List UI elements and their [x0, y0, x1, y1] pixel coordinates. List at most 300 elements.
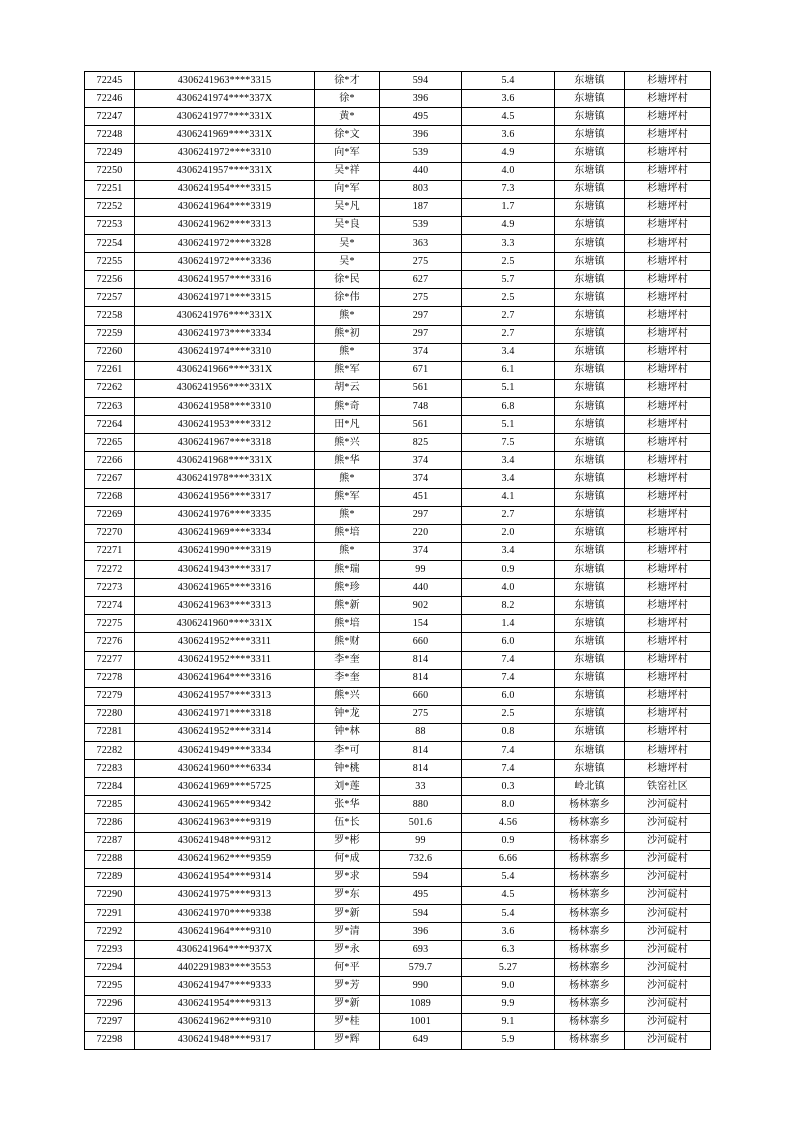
- table-row: [85, 379, 711, 397]
- cell-serial: 72259: [85, 325, 135, 343]
- table-row: [85, 524, 711, 542]
- cell-name: 向*军: [315, 180, 380, 198]
- cell-town: 东塘镇: [555, 687, 625, 705]
- cell-serial: 72264: [85, 416, 135, 434]
- cell-village: 杉塘坪村: [625, 271, 711, 289]
- cell-area: 0.9: [462, 560, 555, 578]
- cell-name: 徐*伟: [315, 289, 380, 307]
- cell-village: 沙河碇村: [625, 886, 711, 904]
- cell-town: 杨林寨乡: [555, 905, 625, 923]
- cell-town: 东塘镇: [555, 579, 625, 597]
- cell-amount: 539: [380, 144, 462, 162]
- cell-serial: 72283: [85, 760, 135, 778]
- cell-town: 东塘镇: [555, 216, 625, 234]
- cell-area: 0.3: [462, 778, 555, 796]
- cell-area: 3.3: [462, 234, 555, 252]
- cell-area: 6.66: [462, 850, 555, 868]
- cell-id-number: 4306241962****3313: [135, 216, 315, 234]
- table-row: [85, 597, 711, 615]
- cell-amount: 660: [380, 633, 462, 651]
- cell-name: 熊*: [315, 307, 380, 325]
- cell-village: 杉塘坪村: [625, 216, 711, 234]
- cell-name: 罗*清: [315, 923, 380, 941]
- cell-village: 杉塘坪村: [625, 579, 711, 597]
- cell-name: 吴*: [315, 234, 380, 252]
- cell-amount: 374: [380, 542, 462, 560]
- cell-area: 7.3: [462, 180, 555, 198]
- table-row: [85, 434, 711, 452]
- cell-name: 罗*彬: [315, 832, 380, 850]
- table-row: [85, 1013, 711, 1031]
- cell-id-number: 4306241948****9317: [135, 1031, 315, 1049]
- cell-serial: 72285: [85, 796, 135, 814]
- table-row: [85, 361, 711, 379]
- table-row: [85, 977, 711, 995]
- cell-area: 3.6: [462, 923, 555, 941]
- cell-village: 铁窑社区: [625, 778, 711, 796]
- cell-town: 东塘镇: [555, 90, 625, 108]
- cell-amount: 495: [380, 108, 462, 126]
- cell-area: 5.9: [462, 1031, 555, 1049]
- cell-village: 杉塘坪村: [625, 379, 711, 397]
- cell-id-number: 4306241963****3315: [135, 72, 315, 90]
- cell-serial: 72247: [85, 108, 135, 126]
- cell-village: 杉塘坪村: [625, 488, 711, 506]
- cell-name: 李*奎: [315, 651, 380, 669]
- cell-amount: 1001: [380, 1013, 462, 1031]
- table-row: [85, 633, 711, 651]
- cell-town: 东塘镇: [555, 253, 625, 271]
- cell-town: 杨林寨乡: [555, 796, 625, 814]
- cell-area: 1.7: [462, 198, 555, 216]
- cell-name: 罗*新: [315, 905, 380, 923]
- cell-town: 东塘镇: [555, 651, 625, 669]
- cell-village: 杉塘坪村: [625, 307, 711, 325]
- cell-area: 5.4: [462, 905, 555, 923]
- cell-amount: 374: [380, 452, 462, 470]
- cell-town: 东塘镇: [555, 760, 625, 778]
- cell-area: 5.4: [462, 868, 555, 886]
- records-table: [84, 71, 711, 1050]
- cell-serial: 72249: [85, 144, 135, 162]
- cell-village: 杉塘坪村: [625, 397, 711, 415]
- table-row: [85, 397, 711, 415]
- cell-village: 杉塘坪村: [625, 234, 711, 252]
- cell-amount: 803: [380, 180, 462, 198]
- cell-id-number: 4306241964****3319: [135, 198, 315, 216]
- cell-village: 沙河碇村: [625, 959, 711, 977]
- cell-amount: 990: [380, 977, 462, 995]
- cell-town: 东塘镇: [555, 524, 625, 542]
- table-row: [85, 271, 711, 289]
- cell-amount: 693: [380, 941, 462, 959]
- cell-name: 熊*培: [315, 615, 380, 633]
- cell-village: 杉塘坪村: [625, 198, 711, 216]
- cell-id-number: 4306241971****3318: [135, 705, 315, 723]
- cell-id-number: 4306241974****3310: [135, 343, 315, 361]
- cell-name: 熊*: [315, 506, 380, 524]
- cell-serial: 72293: [85, 941, 135, 959]
- table-row: [85, 615, 711, 633]
- table-row: [85, 832, 711, 850]
- cell-amount: 99: [380, 560, 462, 578]
- cell-area: 4.0: [462, 162, 555, 180]
- cell-town: 东塘镇: [555, 506, 625, 524]
- table-row: [85, 144, 711, 162]
- cell-town: 杨林寨乡: [555, 886, 625, 904]
- cell-town: 东塘镇: [555, 723, 625, 741]
- cell-serial: 72292: [85, 923, 135, 941]
- cell-area: 3.4: [462, 452, 555, 470]
- cell-village: 杉塘坪村: [625, 144, 711, 162]
- cell-village: 杉塘坪村: [625, 560, 711, 578]
- table-row: [85, 868, 711, 886]
- cell-village: 沙河碇村: [625, 832, 711, 850]
- cell-village: 杉塘坪村: [625, 343, 711, 361]
- cell-serial: 72270: [85, 524, 135, 542]
- cell-amount: 579.7: [380, 959, 462, 977]
- cell-village: 沙河碇村: [625, 923, 711, 941]
- cell-amount: 440: [380, 162, 462, 180]
- cell-area: 2.7: [462, 325, 555, 343]
- cell-amount: 627: [380, 271, 462, 289]
- table-row: [85, 723, 711, 741]
- cell-id-number: 4306241954****9313: [135, 995, 315, 1013]
- cell-area: 0.8: [462, 723, 555, 741]
- cell-serial: 72280: [85, 705, 135, 723]
- cell-id-number: 4306241978****331X: [135, 470, 315, 488]
- table-row: [85, 253, 711, 271]
- cell-amount: 297: [380, 307, 462, 325]
- cell-id-number: 4306241960****6334: [135, 760, 315, 778]
- cell-town: 东塘镇: [555, 397, 625, 415]
- cell-area: 2.5: [462, 253, 555, 271]
- cell-id-number: 4306241966****331X: [135, 361, 315, 379]
- cell-name: 伍*长: [315, 814, 380, 832]
- cell-village: 杉塘坪村: [625, 669, 711, 687]
- cell-amount: 33: [380, 778, 462, 796]
- cell-name: 李*奎: [315, 669, 380, 687]
- cell-area: 7.5: [462, 434, 555, 452]
- cell-amount: 825: [380, 434, 462, 452]
- cell-amount: 99: [380, 832, 462, 850]
- cell-village: 杉塘坪村: [625, 651, 711, 669]
- cell-area: 6.3: [462, 941, 555, 959]
- cell-id-number: 4306241965****9342: [135, 796, 315, 814]
- cell-area: 8.0: [462, 796, 555, 814]
- table-row: [85, 760, 711, 778]
- cell-village: 杉塘坪村: [625, 162, 711, 180]
- cell-amount: 660: [380, 687, 462, 705]
- cell-amount: 374: [380, 470, 462, 488]
- cell-amount: 396: [380, 126, 462, 144]
- table-row: [85, 488, 711, 506]
- cell-serial: 72271: [85, 542, 135, 560]
- cell-name: 田*凡: [315, 416, 380, 434]
- cell-amount: 594: [380, 868, 462, 886]
- cell-village: 杉塘坪村: [625, 289, 711, 307]
- cell-id-number: 4306241952****3311: [135, 633, 315, 651]
- cell-area: 5.1: [462, 379, 555, 397]
- cell-id-number: 4306241976****3335: [135, 506, 315, 524]
- cell-area: 2.7: [462, 506, 555, 524]
- cell-area: 4.5: [462, 108, 555, 126]
- cell-town: 杨林寨乡: [555, 868, 625, 886]
- cell-town: 东塘镇: [555, 669, 625, 687]
- cell-town: 东塘镇: [555, 470, 625, 488]
- table-row: [85, 180, 711, 198]
- table-row: [85, 325, 711, 343]
- cell-name: 熊*兴: [315, 434, 380, 452]
- table-row: [85, 542, 711, 560]
- table-row: [85, 162, 711, 180]
- cell-town: 东塘镇: [555, 271, 625, 289]
- table-row: [85, 995, 711, 1013]
- cell-name: 刘*莲: [315, 778, 380, 796]
- cell-serial: 72269: [85, 506, 135, 524]
- table-row: [85, 850, 711, 868]
- cell-serial: 72257: [85, 289, 135, 307]
- cell-serial: 72278: [85, 669, 135, 687]
- cell-area: 7.4: [462, 669, 555, 687]
- cell-id-number: 4306241947****9333: [135, 977, 315, 995]
- cell-id-number: 4402291983****3553: [135, 959, 315, 977]
- cell-amount: 396: [380, 90, 462, 108]
- table-row: [85, 198, 711, 216]
- cell-serial: 72296: [85, 995, 135, 1013]
- cell-area: 5.4: [462, 72, 555, 90]
- table-row: [85, 416, 711, 434]
- table-row: [85, 941, 711, 959]
- cell-town: 杨林寨乡: [555, 1013, 625, 1031]
- cell-name: 黄*: [315, 108, 380, 126]
- cell-town: 东塘镇: [555, 361, 625, 379]
- cell-area: 6.0: [462, 633, 555, 651]
- cell-town: 东塘镇: [555, 615, 625, 633]
- cell-id-number: 4306241948****9312: [135, 832, 315, 850]
- cell-area: 9.9: [462, 995, 555, 1013]
- cell-area: 3.6: [462, 90, 555, 108]
- cell-id-number: 4306241964****3316: [135, 669, 315, 687]
- cell-village: 沙河碇村: [625, 814, 711, 832]
- cell-id-number: 4306241971****3315: [135, 289, 315, 307]
- cell-name: 徐*才: [315, 72, 380, 90]
- cell-name: 熊*珍: [315, 579, 380, 597]
- cell-area: 5.7: [462, 271, 555, 289]
- cell-name: 徐*: [315, 90, 380, 108]
- cell-name: 熊*: [315, 542, 380, 560]
- table-row: [85, 126, 711, 144]
- cell-id-number: 4306241954****9314: [135, 868, 315, 886]
- cell-amount: 1089: [380, 995, 462, 1013]
- cell-id-number: 4306241956****331X: [135, 379, 315, 397]
- cell-name: 熊*: [315, 343, 380, 361]
- cell-area: 4.1: [462, 488, 555, 506]
- cell-serial: 72287: [85, 832, 135, 850]
- cell-name: 罗*新: [315, 995, 380, 1013]
- cell-id-number: 4306241954****3315: [135, 180, 315, 198]
- cell-name: 罗*芳: [315, 977, 380, 995]
- cell-amount: 539: [380, 216, 462, 234]
- cell-serial: 72251: [85, 180, 135, 198]
- cell-serial: 72281: [85, 723, 135, 741]
- cell-amount: 594: [380, 905, 462, 923]
- cell-id-number: 4306241957****3316: [135, 271, 315, 289]
- cell-serial: 72298: [85, 1031, 135, 1049]
- cell-village: 沙河碇村: [625, 850, 711, 868]
- cell-town: 东塘镇: [555, 289, 625, 307]
- cell-id-number: 4306241972****3328: [135, 234, 315, 252]
- cell-serial: 72274: [85, 597, 135, 615]
- cell-name: 向*军: [315, 144, 380, 162]
- table-row: [85, 216, 711, 234]
- cell-id-number: 4306241977****331X: [135, 108, 315, 126]
- cell-name: 吴*: [315, 253, 380, 271]
- cell-town: 东塘镇: [555, 108, 625, 126]
- cell-name: 罗*辉: [315, 1031, 380, 1049]
- cell-town: 东塘镇: [555, 162, 625, 180]
- cell-town: 杨林寨乡: [555, 995, 625, 1013]
- cell-town: 东塘镇: [555, 705, 625, 723]
- cell-village: 杉塘坪村: [625, 416, 711, 434]
- cell-village: 杉塘坪村: [625, 506, 711, 524]
- cell-name: 罗*桂: [315, 1013, 380, 1031]
- table-row: [85, 560, 711, 578]
- cell-name: 钟*龙: [315, 705, 380, 723]
- cell-amount: 275: [380, 253, 462, 271]
- table-row: [85, 669, 711, 687]
- cell-village: 沙河碇村: [625, 995, 711, 1013]
- cell-town: 东塘镇: [555, 597, 625, 615]
- table-row: [85, 90, 711, 108]
- cell-town: 东塘镇: [555, 325, 625, 343]
- cell-name: 徐*文: [315, 126, 380, 144]
- cell-town: 东塘镇: [555, 180, 625, 198]
- cell-town: 杨林寨乡: [555, 850, 625, 868]
- cell-serial: 72288: [85, 850, 135, 868]
- cell-serial: 72284: [85, 778, 135, 796]
- cell-serial: 72254: [85, 234, 135, 252]
- cell-area: 4.5: [462, 886, 555, 904]
- cell-id-number: 4306241990****3319: [135, 542, 315, 560]
- cell-serial: 72295: [85, 977, 135, 995]
- cell-amount: 561: [380, 416, 462, 434]
- cell-serial: 72253: [85, 216, 135, 234]
- cell-amount: 748: [380, 397, 462, 415]
- table-row: [85, 778, 711, 796]
- cell-area: 1.4: [462, 615, 555, 633]
- cell-amount: 297: [380, 506, 462, 524]
- cell-town: 东塘镇: [555, 343, 625, 361]
- table-row: [85, 651, 711, 669]
- cell-amount: 594: [380, 72, 462, 90]
- cell-serial: 72290: [85, 886, 135, 904]
- cell-name: 熊*兴: [315, 687, 380, 705]
- cell-name: 熊*: [315, 470, 380, 488]
- cell-town: 东塘镇: [555, 198, 625, 216]
- cell-serial: 72276: [85, 633, 135, 651]
- cell-id-number: 4306241968****331X: [135, 452, 315, 470]
- cell-area: 6.8: [462, 397, 555, 415]
- cell-id-number: 4306241952****3311: [135, 651, 315, 669]
- cell-id-number: 4306241962****9310: [135, 1013, 315, 1031]
- cell-serial: 72279: [85, 687, 135, 705]
- cell-town: 东塘镇: [555, 307, 625, 325]
- cell-id-number: 4306241974****337X: [135, 90, 315, 108]
- cell-amount: 814: [380, 669, 462, 687]
- cell-area: 2.0: [462, 524, 555, 542]
- cell-id-number: 4306241969****5725: [135, 778, 315, 796]
- cell-name: 罗*东: [315, 886, 380, 904]
- cell-amount: 561: [380, 379, 462, 397]
- cell-town: 东塘镇: [555, 742, 625, 760]
- cell-town: 杨林寨乡: [555, 1031, 625, 1049]
- cell-serial: 72289: [85, 868, 135, 886]
- cell-serial: 72258: [85, 307, 135, 325]
- cell-id-number: 4306241972****3336: [135, 253, 315, 271]
- cell-name: 罗*永: [315, 941, 380, 959]
- cell-serial: 72248: [85, 126, 135, 144]
- cell-area: 4.0: [462, 579, 555, 597]
- cell-area: 2.5: [462, 705, 555, 723]
- table-row: [85, 705, 711, 723]
- cell-village: 杉塘坪村: [625, 452, 711, 470]
- cell-serial: 72268: [85, 488, 135, 506]
- cell-serial: 72286: [85, 814, 135, 832]
- cell-village: 杉塘坪村: [625, 597, 711, 615]
- cell-amount: 495: [380, 886, 462, 904]
- cell-village: 杉塘坪村: [625, 705, 711, 723]
- cell-id-number: 4306241967****3318: [135, 434, 315, 452]
- cell-name: 熊*财: [315, 633, 380, 651]
- cell-village: 沙河碇村: [625, 941, 711, 959]
- cell-id-number: 4306241953****3312: [135, 416, 315, 434]
- cell-name: 吴*祥: [315, 162, 380, 180]
- table-row: [85, 289, 711, 307]
- cell-village: 杉塘坪村: [625, 470, 711, 488]
- cell-town: 东塘镇: [555, 452, 625, 470]
- cell-serial: 72250: [85, 162, 135, 180]
- cell-village: 杉塘坪村: [625, 542, 711, 560]
- table-row: [85, 959, 711, 977]
- table-row: [85, 796, 711, 814]
- cell-name: 吴*凡: [315, 198, 380, 216]
- cell-serial: 72255: [85, 253, 135, 271]
- cell-id-number: 4306241970****9338: [135, 905, 315, 923]
- cell-serial: 72261: [85, 361, 135, 379]
- cell-town: 东塘镇: [555, 234, 625, 252]
- cell-town: 岭北镇: [555, 778, 625, 796]
- cell-area: 7.4: [462, 760, 555, 778]
- cell-amount: 501.6: [380, 814, 462, 832]
- cell-amount: 363: [380, 234, 462, 252]
- cell-name: 熊*瑞: [315, 560, 380, 578]
- table-row: [85, 923, 711, 941]
- cell-village: 杉塘坪村: [625, 361, 711, 379]
- cell-town: 杨林寨乡: [555, 977, 625, 995]
- table-row: [85, 506, 711, 524]
- records-table-body: [85, 72, 711, 1050]
- cell-name: 罗*求: [315, 868, 380, 886]
- cell-serial: 72294: [85, 959, 135, 977]
- cell-village: 沙河碇村: [625, 977, 711, 995]
- cell-name: 熊*新: [315, 597, 380, 615]
- cell-area: 3.4: [462, 470, 555, 488]
- cell-village: 杉塘坪村: [625, 633, 711, 651]
- cell-id-number: 4306241976****331X: [135, 307, 315, 325]
- table-row: [85, 108, 711, 126]
- cell-serial: 72275: [85, 615, 135, 633]
